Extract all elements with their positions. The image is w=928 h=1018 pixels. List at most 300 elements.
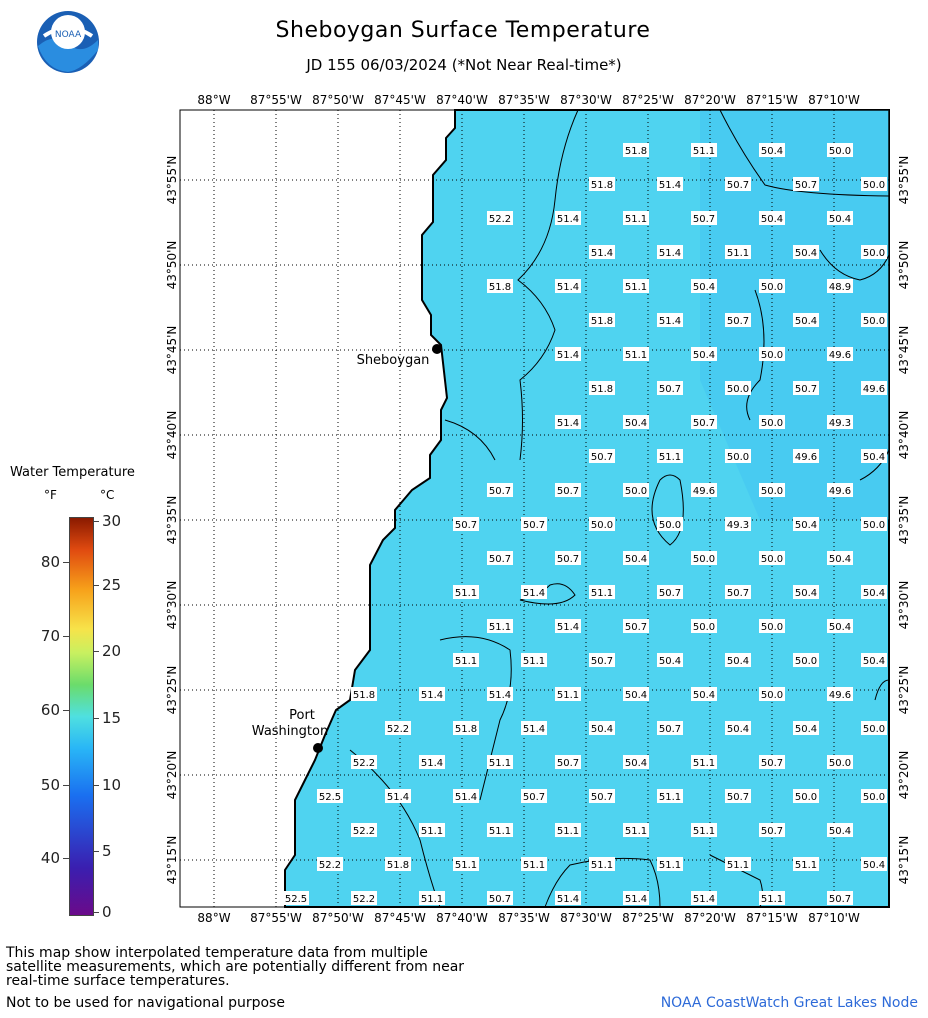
temperature-value: [759, 891, 785, 905]
temperature-value: [759, 551, 785, 565]
legend-title: Water Temperature: [10, 465, 135, 480]
svg-text:50.7: 50.7: [556, 486, 580, 497]
svg-text:51.1: 51.1: [454, 656, 478, 667]
svg-text:50.4: 50.4: [862, 860, 886, 871]
navigation-warning: Not to be used for navigational purpose: [6, 995, 285, 1011]
svg-text:50.4: 50.4: [726, 724, 750, 735]
temperature-value: [555, 755, 581, 769]
temperature-value: [691, 211, 717, 225]
temperature-value: [861, 381, 887, 395]
svg-text:51.1: 51.1: [590, 860, 614, 871]
svg-text:50.4: 50.4: [624, 418, 648, 429]
temperature-value: [453, 857, 479, 871]
legend-c-tick: 15: [102, 709, 122, 727]
city-label: Sheboygan: [356, 353, 430, 368]
lat-label-left: 43°50'N: [165, 240, 179, 290]
city-label-line2: Washington: [251, 724, 329, 739]
svg-text:51.4: 51.4: [522, 588, 546, 599]
svg-text:50.4: 50.4: [862, 588, 886, 599]
temperature-value: [861, 857, 887, 871]
svg-text:51.4: 51.4: [386, 792, 410, 803]
temperature-value: [317, 857, 343, 871]
lat-label-right: 43°55'N: [897, 155, 911, 205]
temperature-value: [521, 857, 547, 871]
temperature-value: [793, 449, 819, 463]
lon-label-top: 87°45'W: [374, 93, 426, 107]
temperature-value: [623, 483, 649, 497]
temperature-value: [793, 177, 819, 191]
svg-text:52.2: 52.2: [318, 860, 342, 871]
disclaimer-note: This map show interpolated temperature data from multiple satellite measurements, which are potentially different from near real-time surface temperatures.: [6, 945, 465, 989]
svg-text:50.4: 50.4: [658, 656, 682, 667]
temperature-value: [453, 653, 479, 667]
svg-text:51.1: 51.1: [420, 894, 444, 905]
lat-label-right: 43°50'N: [897, 240, 911, 290]
legend-unit-c: °C: [100, 488, 115, 502]
svg-text:51.4: 51.4: [658, 248, 682, 259]
temperature-value: [861, 585, 887, 599]
svg-text:50.7: 50.7: [488, 554, 512, 565]
temperature-value: [589, 653, 615, 667]
temperature-value: [623, 279, 649, 293]
temperature-value: [351, 823, 377, 837]
svg-text:51.4: 51.4: [488, 690, 512, 701]
lat-label-left: 43°55'N: [165, 155, 179, 205]
temperature-value: [555, 415, 581, 429]
svg-text:50.7: 50.7: [488, 894, 512, 905]
lon-label-bottom: 87°25'W: [622, 911, 674, 925]
legend-f-tick: 50: [40, 776, 60, 794]
svg-text:50.7: 50.7: [692, 418, 716, 429]
svg-text:51.1: 51.1: [522, 656, 546, 667]
temperature-value: [827, 347, 853, 361]
place-port-washington: [252, 708, 328, 753]
lon-label-top: 87°40'W: [436, 93, 488, 107]
legend-c-tick: 10: [102, 776, 122, 794]
lon-label-top: 87°50'W: [312, 93, 364, 107]
temperature-value: [555, 619, 581, 633]
temperature-value: [521, 653, 547, 667]
temperature-value: [555, 891, 581, 905]
temperature-value: [793, 381, 819, 395]
lon-label-top: 87°35'W: [498, 93, 550, 107]
temperature-value: [623, 619, 649, 633]
svg-text:50.4: 50.4: [794, 316, 818, 327]
svg-text:51.8: 51.8: [454, 724, 478, 735]
svg-text:50.0: 50.0: [794, 792, 818, 803]
temperature-value: [759, 415, 785, 429]
temperature-value: [725, 177, 751, 191]
svg-text:52.2: 52.2: [352, 894, 376, 905]
temperature-value: [691, 347, 717, 361]
city-marker: [313, 743, 323, 753]
svg-text:51.4: 51.4: [556, 350, 580, 361]
temperature-value: [725, 585, 751, 599]
svg-text:51.4: 51.4: [556, 214, 580, 225]
temperature-value: [555, 687, 581, 701]
temperature-value: [623, 687, 649, 701]
temperature-value: [861, 721, 887, 735]
lon-label-top: 87°25'W: [622, 93, 674, 107]
legend-c-tick: 20: [102, 642, 122, 660]
temperature-value: [725, 721, 751, 735]
lat-label-right: 43°40'N: [897, 410, 911, 460]
svg-text:52.2: 52.2: [386, 724, 410, 735]
svg-text:50.7: 50.7: [590, 656, 614, 667]
svg-text:50.0: 50.0: [862, 724, 886, 735]
temperature-value: [623, 347, 649, 361]
svg-text:50.0: 50.0: [760, 418, 784, 429]
svg-text:50.4: 50.4: [828, 214, 852, 225]
svg-text:51.4: 51.4: [658, 180, 682, 191]
svg-text:50.4: 50.4: [794, 248, 818, 259]
svg-text:51.1: 51.1: [522, 860, 546, 871]
svg-text:50.0: 50.0: [760, 554, 784, 565]
temperature-value: [521, 585, 547, 599]
lon-label-bottom: 87°10'W: [808, 911, 860, 925]
legend-c-tick: 25: [102, 576, 122, 594]
temperature-value: [691, 483, 717, 497]
temperature-value: [691, 279, 717, 293]
svg-text:50.0: 50.0: [590, 520, 614, 531]
city-marker: [432, 344, 442, 354]
svg-text:50.7: 50.7: [794, 384, 818, 395]
lat-label-right: 43°15'N: [897, 835, 911, 885]
svg-text:51.4: 51.4: [454, 792, 478, 803]
lat-label-right: 43°35'N: [897, 495, 911, 545]
temperature-value: [521, 789, 547, 803]
temperature-value: [725, 381, 751, 395]
temperature-value: [861, 177, 887, 191]
temperature-value: [793, 653, 819, 667]
svg-text:51.1: 51.1: [556, 690, 580, 701]
svg-text:50.7: 50.7: [760, 758, 784, 769]
credit-text: NOAA CoastWatch Great Lakes Node: [660, 995, 918, 1011]
svg-text:50.4: 50.4: [828, 826, 852, 837]
svg-text:51.1: 51.1: [488, 622, 512, 633]
svg-text:51.1: 51.1: [454, 588, 478, 599]
temperature-value: [351, 687, 377, 701]
svg-text:50.0: 50.0: [862, 248, 886, 259]
lon-label-top: 87°55'W: [250, 93, 302, 107]
svg-text:49.6: 49.6: [828, 486, 852, 497]
temperature-value: [827, 415, 853, 429]
temperature-value: [657, 789, 683, 803]
temperature-value: [555, 551, 581, 565]
temperature-value: [555, 823, 581, 837]
svg-text:49.3: 49.3: [828, 418, 852, 429]
temperature-value: [691, 619, 717, 633]
svg-text:52.5: 52.5: [284, 894, 308, 905]
legend-c-tick: 0: [102, 903, 112, 921]
temperature-value: [589, 381, 615, 395]
temperature-value: [725, 857, 751, 871]
svg-text:50.7: 50.7: [726, 316, 750, 327]
temperature-value: [623, 551, 649, 565]
temperature-value: [793, 313, 819, 327]
temperature-value: [487, 279, 513, 293]
svg-text:50.7: 50.7: [556, 554, 580, 565]
lat-label-left: 43°35'N: [165, 495, 179, 545]
temperature-value: [827, 891, 853, 905]
temperature-value: [487, 211, 513, 225]
temperature-value: [725, 789, 751, 803]
temperature-value: [351, 755, 377, 769]
lon-label-bottom: 87°20'W: [684, 911, 736, 925]
lon-label-top: 87°30'W: [560, 93, 612, 107]
temperature-value: [623, 143, 649, 157]
temperature-value: [657, 449, 683, 463]
temperature-value: [283, 891, 309, 905]
lon-label-bottom: 87°45'W: [374, 911, 426, 925]
temperature-value: [657, 177, 683, 191]
svg-text:51.1: 51.1: [794, 860, 818, 871]
temperature-value: [691, 755, 717, 769]
place-sheboygan: [357, 344, 442, 368]
svg-text:51.1: 51.1: [726, 248, 750, 259]
temperature-value: [453, 585, 479, 599]
temperature-value: [691, 891, 717, 905]
svg-text:50.0: 50.0: [726, 452, 750, 463]
svg-text:51.1: 51.1: [488, 826, 512, 837]
svg-text:51.4: 51.4: [556, 622, 580, 633]
temperature-value: [759, 211, 785, 225]
temperature-value: [589, 585, 615, 599]
svg-text:50.4: 50.4: [794, 724, 818, 735]
temperature-value: [861, 449, 887, 463]
svg-text:50.7: 50.7: [828, 894, 852, 905]
temperature-value: [861, 517, 887, 531]
lat-label-right: 43°30'N: [897, 580, 911, 630]
svg-text:52.5: 52.5: [318, 792, 342, 803]
svg-text:51.8: 51.8: [590, 316, 614, 327]
temperature-value: [487, 551, 513, 565]
lat-label-left: 43°20'N: [165, 750, 179, 800]
lat-label-left: 43°30'N: [165, 580, 179, 630]
temperature-value: [419, 891, 445, 905]
svg-text:51.1: 51.1: [658, 860, 682, 871]
legend-f-tick: 80: [40, 553, 60, 571]
svg-text:50.0: 50.0: [692, 622, 716, 633]
temperature-value: [657, 381, 683, 395]
temperature-value: [487, 823, 513, 837]
svg-text:50.7: 50.7: [522, 792, 546, 803]
svg-text:50.0: 50.0: [726, 384, 750, 395]
temperature-value: [827, 143, 853, 157]
svg-text:50.4: 50.4: [828, 622, 852, 633]
temperature-value: [521, 517, 547, 531]
lon-label-bottom: 87°15'W: [746, 911, 798, 925]
temperature-value: [487, 483, 513, 497]
temperature-value: [827, 755, 853, 769]
temperature-value: [487, 755, 513, 769]
svg-text:50.0: 50.0: [624, 486, 648, 497]
temperature-value: [623, 755, 649, 769]
temperature-value: [385, 857, 411, 871]
temperature-value: [453, 517, 479, 531]
temperature-value: [453, 721, 479, 735]
temperature-value: [691, 551, 717, 565]
svg-text:52.2: 52.2: [352, 758, 376, 769]
svg-text:50.0: 50.0: [794, 656, 818, 667]
temperature-value: [419, 687, 445, 701]
svg-text:51.4: 51.4: [658, 316, 682, 327]
lon-label-top: 88°W: [197, 93, 231, 107]
temperature-value: [623, 891, 649, 905]
temperature-value: [555, 347, 581, 361]
svg-text:48.9: 48.9: [828, 282, 852, 293]
lon-label-bottom: 87°30'W: [560, 911, 612, 925]
temperature-value: [657, 721, 683, 735]
svg-text:51.1: 51.1: [590, 588, 614, 599]
city-label-line1: Port: [289, 708, 315, 723]
temperature-value: [827, 823, 853, 837]
page-title: Sheboygan Surface Temperature: [275, 18, 651, 43]
svg-text:50.0: 50.0: [760, 486, 784, 497]
temperature-value: [793, 245, 819, 259]
temperature-value: [317, 789, 343, 803]
lat-label-left: 43°15'N: [165, 835, 179, 885]
legend-f-tick: 40: [40, 849, 60, 867]
temperature-value: [725, 245, 751, 259]
lon-label-bottom: 88°W: [197, 911, 231, 925]
svg-text:50.4: 50.4: [692, 690, 716, 701]
temperature-value: [555, 483, 581, 497]
legend-c-tick: 5: [102, 842, 112, 860]
svg-text:50.7: 50.7: [658, 724, 682, 735]
svg-text:50.4: 50.4: [624, 690, 648, 701]
temperature-value: [657, 313, 683, 327]
svg-text:51.1: 51.1: [624, 826, 648, 837]
svg-text:49.6: 49.6: [692, 486, 716, 497]
lat-label-right: 43°45'N: [897, 325, 911, 375]
lon-label-top: 87°15'W: [746, 93, 798, 107]
svg-text:50.4: 50.4: [624, 758, 648, 769]
svg-text:51.1: 51.1: [454, 860, 478, 871]
svg-text:51.1: 51.1: [624, 350, 648, 361]
temperature-value: [759, 687, 785, 701]
temperature-value: [827, 687, 853, 701]
svg-text:50.0: 50.0: [760, 350, 784, 361]
svg-text:50.4: 50.4: [862, 656, 886, 667]
lat-label-left: 43°25'N: [165, 665, 179, 715]
temperature-value: [759, 755, 785, 769]
temperature-value: [419, 755, 445, 769]
temperature-value: [793, 857, 819, 871]
temperature-value: [589, 245, 615, 259]
temperature-value: [589, 857, 615, 871]
svg-text:51.1: 51.1: [658, 452, 682, 463]
temperature-value: [487, 687, 513, 701]
temperature-value: [793, 517, 819, 531]
legend-c-tick: 30: [102, 512, 122, 530]
temperature-value: [589, 177, 615, 191]
svg-text:49.6: 49.6: [828, 350, 852, 361]
svg-text:49.3: 49.3: [726, 520, 750, 531]
svg-text:50.0: 50.0: [862, 316, 886, 327]
svg-text:52.2: 52.2: [352, 826, 376, 837]
temperature-value: [555, 279, 581, 293]
svg-text:51.8: 51.8: [352, 690, 376, 701]
svg-text:50.7: 50.7: [658, 384, 682, 395]
lon-label-bottom: 87°50'W: [312, 911, 364, 925]
svg-text:51.8: 51.8: [386, 860, 410, 871]
svg-text:51.1: 51.1: [624, 282, 648, 293]
temperature-value: [759, 823, 785, 837]
svg-text:52.2: 52.2: [488, 214, 512, 225]
temperature-value: [657, 585, 683, 599]
svg-text:50.4: 50.4: [624, 554, 648, 565]
svg-text:51.4: 51.4: [692, 894, 716, 905]
temperature-value: [453, 789, 479, 803]
temperature-value: [759, 347, 785, 361]
svg-text:51.1: 51.1: [488, 758, 512, 769]
svg-text:50.0: 50.0: [862, 792, 886, 803]
temperature-value: [691, 687, 717, 701]
svg-text:51.1: 51.1: [692, 146, 716, 157]
lon-label-top: 87°10'W: [808, 93, 860, 107]
lon-label-bottom: 87°35'W: [498, 911, 550, 925]
svg-text:51.8: 51.8: [590, 384, 614, 395]
svg-text:50.7: 50.7: [658, 588, 682, 599]
svg-text:50.4: 50.4: [794, 588, 818, 599]
svg-text:50.7: 50.7: [522, 520, 546, 531]
logo-text: NOAA: [54, 30, 82, 40]
temperature-value: [657, 517, 683, 531]
svg-text:50.0: 50.0: [862, 180, 886, 191]
svg-text:51.1: 51.1: [658, 792, 682, 803]
legend-f-tick: 60: [40, 701, 60, 719]
svg-text:50.7: 50.7: [454, 520, 478, 531]
svg-text:51.1: 51.1: [420, 826, 444, 837]
temperature-value: [827, 211, 853, 225]
temperature-value: [725, 313, 751, 327]
lon-label-bottom: 87°55'W: [250, 911, 302, 925]
temperature-value: [589, 721, 615, 735]
svg-text:50.7: 50.7: [556, 758, 580, 769]
legend-unit-f: °F: [44, 488, 57, 502]
temperature-value: [759, 483, 785, 497]
svg-text:50.4: 50.4: [828, 554, 852, 565]
temperature-value: [759, 279, 785, 293]
temperature-value: [691, 143, 717, 157]
temperature-value: [623, 415, 649, 429]
temperature-value: [759, 619, 785, 633]
svg-text:50.4: 50.4: [760, 146, 784, 157]
temperature-value: [351, 891, 377, 905]
svg-text:50.7: 50.7: [624, 622, 648, 633]
svg-text:50.4: 50.4: [862, 452, 886, 463]
temperature-value: [589, 449, 615, 463]
svg-text:50.7: 50.7: [488, 486, 512, 497]
legend-f-tick: 70: [40, 627, 60, 645]
temperature-value: [861, 245, 887, 259]
svg-text:51.4: 51.4: [420, 690, 444, 701]
svg-text:50.4: 50.4: [590, 724, 614, 735]
lat-label-right: 43°25'N: [897, 665, 911, 715]
svg-text:50.0: 50.0: [760, 282, 784, 293]
lon-label-bottom: 87°40'W: [436, 911, 488, 925]
svg-text:50.0: 50.0: [862, 520, 886, 531]
temperature-value: [793, 789, 819, 803]
svg-text:51.4: 51.4: [522, 724, 546, 735]
temperature-value: [623, 823, 649, 837]
svg-text:50.4: 50.4: [760, 214, 784, 225]
temperature-value: [589, 517, 615, 531]
temperature-value: [827, 279, 853, 293]
svg-text:50.4: 50.4: [726, 656, 750, 667]
temperature-value: [861, 313, 887, 327]
